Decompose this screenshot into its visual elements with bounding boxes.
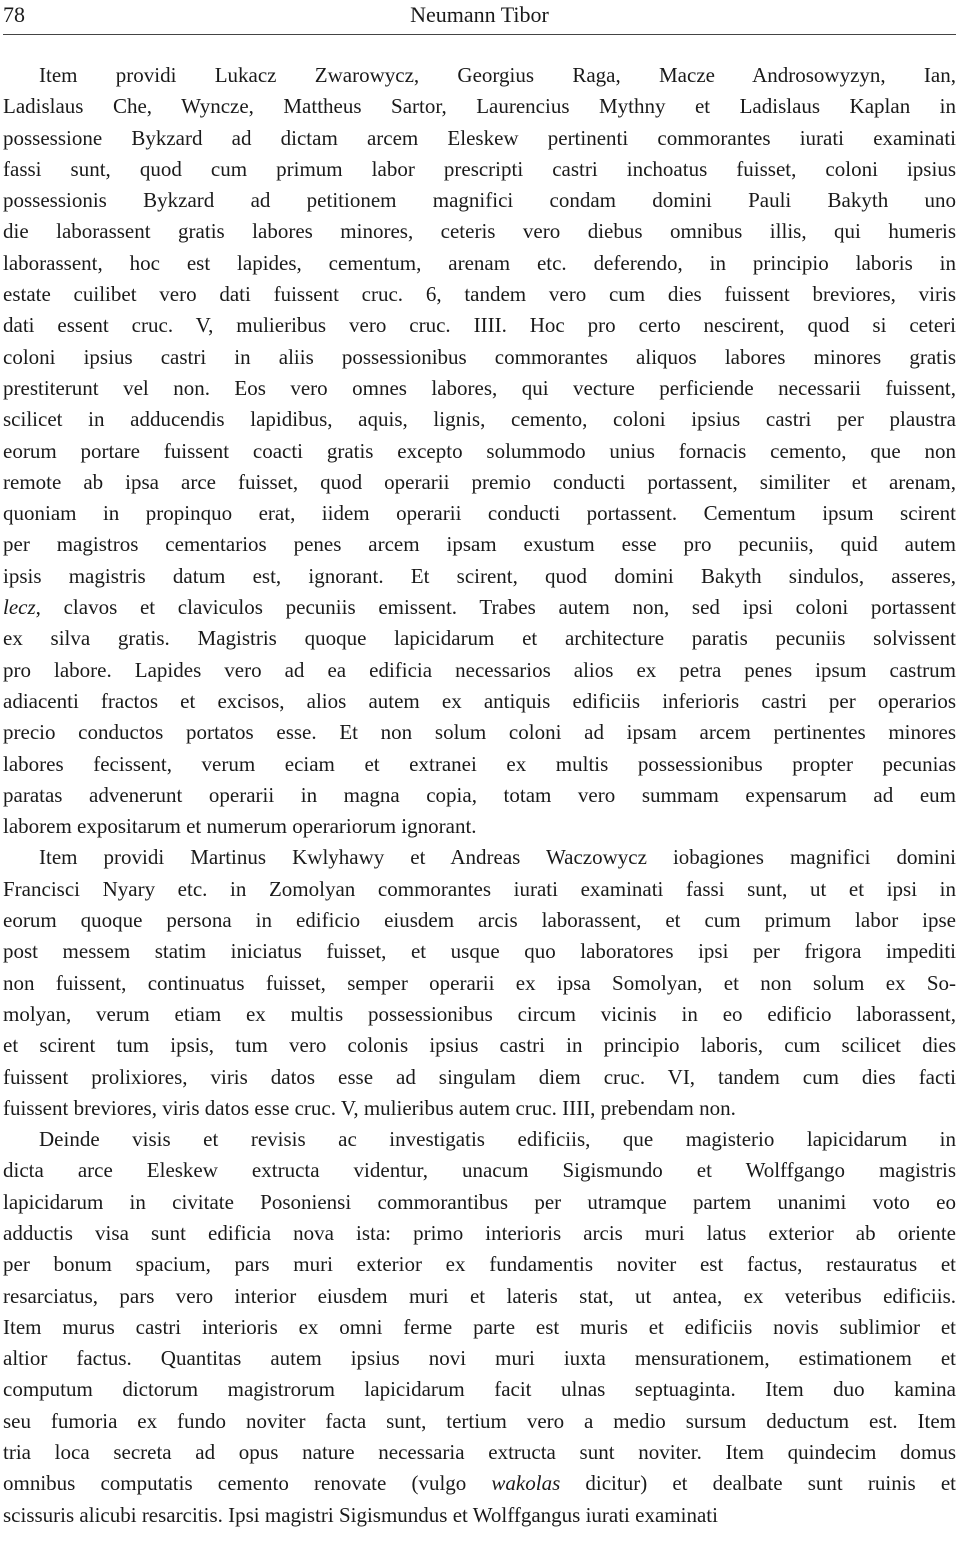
text-line [3, 592, 956, 623]
text-run: adductis visa sunt edificia nova ista: primo interioris arcis muri latus exterior ab oriente [3, 1220, 956, 1245]
text-line [3, 623, 956, 654]
text-run: Item providi Martinus Kwlyhawy et Andreas Waczowycz iobagiones magnifici domini [39, 845, 956, 870]
text-run: adiacenti fractos et excisos, alios autem ex antiquis edificiis inferioris castri per operarios [3, 688, 956, 713]
text-line [3, 279, 956, 310]
text-line [3, 1093, 956, 1124]
text-line [3, 1343, 956, 1374]
text-run: fuissent breviores, viris datos esse cruc. V, mulieribus autem cruc. IIII, prebendam non. [3, 1095, 736, 1120]
text-run: molyan, verum etiam ex multis possessionibus circum vicinis in eo edificio laborassent, [3, 1001, 956, 1026]
paragraph [3, 842, 956, 1124]
text-run: paratas advenerunt operarii in magna copia, totam vero summam expensarum ad eum [3, 782, 956, 807]
text-line [3, 749, 956, 780]
text-line [3, 780, 956, 811]
italic-term: lecz [3, 595, 36, 620]
text-run: post messem statim iniciatus fuisset, et usque quo laboratores ipsi per frigora impediti [3, 939, 956, 964]
text-line [3, 310, 956, 341]
text-run: et scirent tum ipsis, tum vero colonis ipsius castri in principio laboris, cum scilicet dies [3, 1033, 956, 1058]
text-run: die laborassent gratis labores minores, ceteris vero diebus omnibus illis, qui humeris [3, 219, 956, 244]
text-run: dicta arce Eleskew extructa videntur, unacum Sigismundo et Wolffgango magistris [3, 1158, 956, 1183]
text-line [3, 1281, 956, 1312]
italic-term: wakolas [491, 1471, 561, 1496]
text-line [3, 1468, 956, 1499]
text-run: per bonum spacium, pars muri exterior ex fundamentis noviter est factus, restauratus et [3, 1252, 956, 1277]
text-line [3, 1218, 956, 1249]
text-run: Item murus castri interioris ex omni ferme parte est muris et edificiis novis sublimior et [3, 1314, 956, 1339]
text-run: quoniam in propinquo erat, iidem operarii conducti portassent. Cementum ipsum scirent [3, 501, 956, 526]
text-run: Ladislaus Che, Wyncze, Mattheus Sartor, Laurencius Mythny et Ladislaus Kaplan in [3, 94, 956, 119]
text-run: altior factus. Quantitas autem ipsius novi muri iuxta mensurationem, estimationem et [3, 1346, 956, 1371]
text-run: per magistros cementarios penes arcem ipsam exustum esse pro pecuniis, quid autem [3, 532, 956, 557]
text-run: precio conductos portatos esse. Et non solum coloni ad ipsam arcem pertinentes minores [3, 720, 956, 745]
text-line [3, 216, 956, 247]
text-run: eorum portare fuissent coacti gratis excepto solummodo unius fornacis cemento, que non [3, 438, 956, 463]
text-run: dicitur) et dealbate sunt ruinis et [560, 1471, 956, 1496]
text-line [3, 154, 956, 185]
text-line [3, 1249, 956, 1280]
text-line [3, 1030, 956, 1061]
text-line [3, 905, 956, 936]
text-line [3, 498, 956, 529]
text-line [3, 467, 956, 498]
paragraph [3, 1124, 956, 1531]
text-run: fassi sunt, quod cum primum labor prescripti castri inchoatus fuisset, coloni ipsius [3, 156, 956, 181]
text-run: non fuissent, continuatus fuisset, semper operarii ex ipsa Somolyan, et non solum ex So- [3, 970, 956, 995]
text-line [3, 1500, 956, 1531]
text-line [3, 404, 956, 435]
text-line [3, 1312, 956, 1343]
text-run: scissuris alicubi resarcitis. Ipsi magistri Sigismundus et Wolffgangus iurati examinati [3, 1502, 718, 1527]
text-line [3, 561, 956, 592]
page-number: 78 [3, 2, 25, 27]
text-line [3, 1124, 956, 1155]
text-line [3, 373, 956, 404]
text-line [3, 686, 956, 717]
text-line [3, 91, 956, 122]
text-line [3, 60, 956, 91]
text-run: dati essent cruc. V, mulieribus vero cruc. IIII. Hoc pro certo nescirent, quod si ceteri [3, 313, 956, 338]
text-run: resarciatus, pars vero interior eiusdem muri et lateris stat, ut antea, ex veteribus edificiis. [3, 1283, 956, 1308]
text-run: prestiterunt vel non. Eos vero omnes labores, qui vecture perficiende necessarii fuissent, [3, 375, 956, 400]
text-run: ex silva gratis. Magistris quoque lapicidarum et architecture paratis pecuniis solvissent [3, 626, 956, 651]
text-line [3, 999, 956, 1030]
text-run: tria loca secreta ad opus nature necessaria extructa sunt noviter. Item quindecim domus [3, 1440, 956, 1465]
text-run: pro labore. Lapides vero ad ea edificia necessarios alios ex petra penes ipsum castrum [3, 657, 956, 682]
text-run: scilicet in adducendis lapidibus, aquis, lignis, cemento, coloni ipsius castri per plaustra [3, 407, 956, 432]
text-run: Deinde visis et revisis ac investigatis edificiis, que magisterio lapicidarum in [39, 1127, 956, 1152]
text-line [3, 436, 956, 467]
text-line [3, 529, 956, 560]
text-line [3, 1187, 956, 1218]
text-run: possessionis Bykzard ad petitionem magnifici condam domini Pauli Bakyth uno [3, 188, 956, 213]
text-line [3, 655, 956, 686]
text-run: fuissent prolixiores, viris datos esse ad singulam diem cruc. VI, tandem cum dies facti [3, 1064, 956, 1089]
text-run: seu fumoria ex fundo noviter facta sunt, tertium vero a medio sursum deductum est. Item [3, 1408, 956, 1433]
text-run: laborassent, hoc est lapides, cementum, arenam etc. deferendo, in principio laboris in [3, 250, 956, 275]
text-line [3, 811, 956, 842]
text-line [3, 123, 956, 154]
text-run: , clavos et claviculos pecuniis emissent. Trabes autem non, sed ipsi coloni portassent [35, 595, 956, 620]
text-line [3, 874, 956, 905]
text-line [3, 936, 956, 967]
text-run: lapicidarum in civitate Posoniensi commorantibus per utramque partem unanimi voto eo [3, 1189, 956, 1214]
text-run: computum dictorum magistrorum lapicidarum facit ulnas septuaginta. Item duo kamina [3, 1377, 956, 1402]
text-line [3, 842, 956, 873]
text-run: estate cuilibet vero dati fuissent cruc. 6, tandem vero cum dies fuissent breviores, viris [3, 282, 956, 307]
paragraph [3, 60, 956, 842]
running-head: Neumann Tibor [410, 2, 549, 27]
text-line [3, 1062, 956, 1093]
text-line [3, 1406, 956, 1437]
text-line [3, 717, 956, 748]
text-line [3, 1374, 956, 1405]
body-text [3, 60, 956, 1531]
text-run: omnibus computatis cemento renovate (vulgo [3, 1471, 492, 1496]
text-line [3, 968, 956, 999]
text-line [3, 185, 956, 216]
page-header [3, 0, 956, 35]
text-run: eorum quoque persona in edificio eiusdem arcis laborassent, et cum primum labor ipse [3, 908, 956, 933]
text-run: coloni ipsius castri in aliis possessionibus commorantes aliquos labores minores gratis [3, 344, 956, 369]
text-run: labores fecissent, verum eciam et extranei ex multis possessionibus propter pecunias [3, 751, 956, 776]
text-run: Item providi Lukacz Zwarowycz, Georgius Raga, Macze Androsowyzyn, Ian, [39, 63, 956, 87]
text-line [3, 1155, 956, 1186]
text-run: possessione Bykzard ad dictam arcem Eleskew pertinenti commorantes iurati examinati [3, 125, 956, 150]
text-run: laborem expositarum et numerum operariorum ignorant. [3, 814, 477, 839]
text-line [3, 342, 956, 373]
text-run: ipsis magistris datum est, ignorant. Et scirent, quod domini Bakyth sindulos, asseres, [3, 563, 956, 588]
text-line [3, 1437, 956, 1468]
text-run: remote ab ipsa arce fuisset, quod operarii premio conducti portassent, similiter et arenam, [3, 469, 956, 494]
text-run: Francisci Nyary etc. in Zomolyan commorantes iurati examinati fassi sunt, ut et ipsi in [3, 876, 956, 901]
text-line [3, 248, 956, 279]
